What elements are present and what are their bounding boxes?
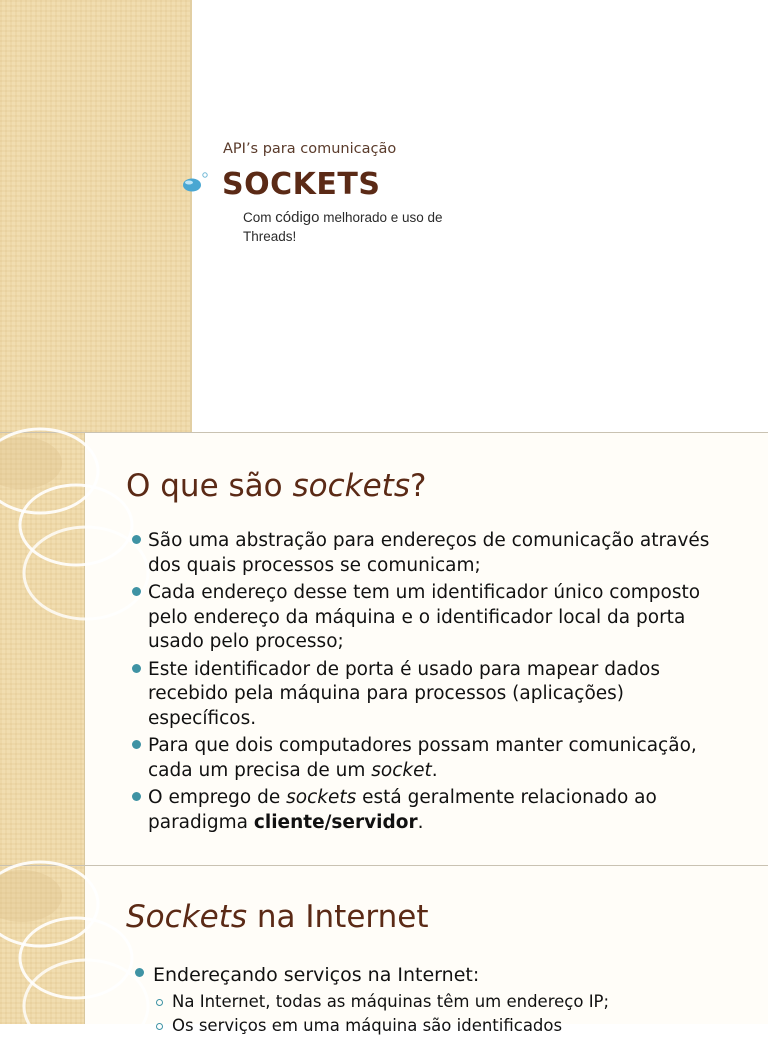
- tagline-rest: melhorado e uso de Threads!: [243, 210, 443, 244]
- bullet-italic: sockets: [286, 787, 357, 808]
- bullet-list: [133, 962, 733, 991]
- bullet-list: [130, 529, 730, 838]
- bullet-text-2: está geralmente relacionado ao paradigma: [148, 787, 657, 833]
- title-end: ?: [409, 468, 427, 504]
- content-slide-sockets-internet: [0, 866, 768, 1035]
- bullet-text: O emprego de: [148, 787, 287, 808]
- panel-edge: [190, 0, 192, 432]
- bullet-bold: cliente/servidor: [253, 811, 418, 833]
- title-text: O que são: [126, 468, 293, 504]
- title-italic: sockets: [292, 468, 410, 504]
- bullet-dot-icon: [132, 792, 141, 801]
- sub-bullet-list: [155, 990, 755, 1038]
- content-slide-what-are-sockets: [0, 433, 768, 865]
- list-item: [130, 734, 730, 783]
- tagline-lead: Com: [243, 210, 276, 225]
- bullet-dot-icon: [132, 664, 141, 673]
- sub-list-item: [155, 990, 755, 1014]
- title-italic: Sockets: [126, 899, 248, 935]
- sub-bullet-text: Os serviços em uma máquina são identificados: [172, 1016, 563, 1035]
- presentation-title: SOCKETS: [222, 167, 381, 202]
- sub-bullet-ring-icon: [156, 1023, 163, 1030]
- bullet-text: Endereçando serviços na Internet:: [153, 964, 480, 986]
- bullet-dot-icon: [132, 587, 141, 596]
- decorative-side-panel: [0, 0, 190, 432]
- tagline-code-word: código: [275, 209, 320, 226]
- sub-list-item: [155, 1014, 755, 1038]
- bullet-text: Para que dois computadores possam manter comunicação, cada um precisa de um: [148, 735, 697, 781]
- bullet-dot-icon: [132, 740, 141, 749]
- bullet-end: .: [431, 759, 438, 781]
- list-item: [130, 658, 730, 732]
- presentation-tagline: [243, 208, 483, 246]
- sub-bullet-ring-icon: [156, 999, 163, 1006]
- title-text: na Internet: [247, 899, 429, 935]
- bullet-dot-icon: [135, 968, 144, 977]
- list-item: [130, 786, 730, 835]
- bubble-icon: [180, 170, 214, 198]
- list-item: [130, 529, 730, 578]
- bullet-text: Cada endereço desse tem um identificador único composto pelo endereço da máquina e o identificador local da porta usado pelo processo;: [148, 582, 701, 652]
- presentation-subtitle: API’s para comunicação: [223, 141, 397, 157]
- list-item: [133, 962, 733, 988]
- slide-title: [126, 899, 428, 935]
- bullet-italic: socket: [371, 759, 432, 781]
- swirl-decoration-icon: [0, 433, 86, 603]
- bullet-text: São uma abstração para endereços de comunicação através dos quais processos se comunicam;: [148, 530, 710, 576]
- swirl-decoration-icon: [0, 866, 86, 1024]
- list-item: [130, 581, 730, 655]
- slide-title: [126, 468, 426, 504]
- bullet-dot-icon: [132, 535, 141, 544]
- bullet-text: Este identificador de porta é usado para mapear dados recebido pela máquina para processos (aplicações) específicos.: [148, 658, 660, 729]
- sub-bullet-text: Na Internet, todas as máquinas têm um endereço IP;: [172, 992, 610, 1011]
- bullet-end: .: [417, 811, 424, 833]
- title-slide: [0, 0, 768, 432]
